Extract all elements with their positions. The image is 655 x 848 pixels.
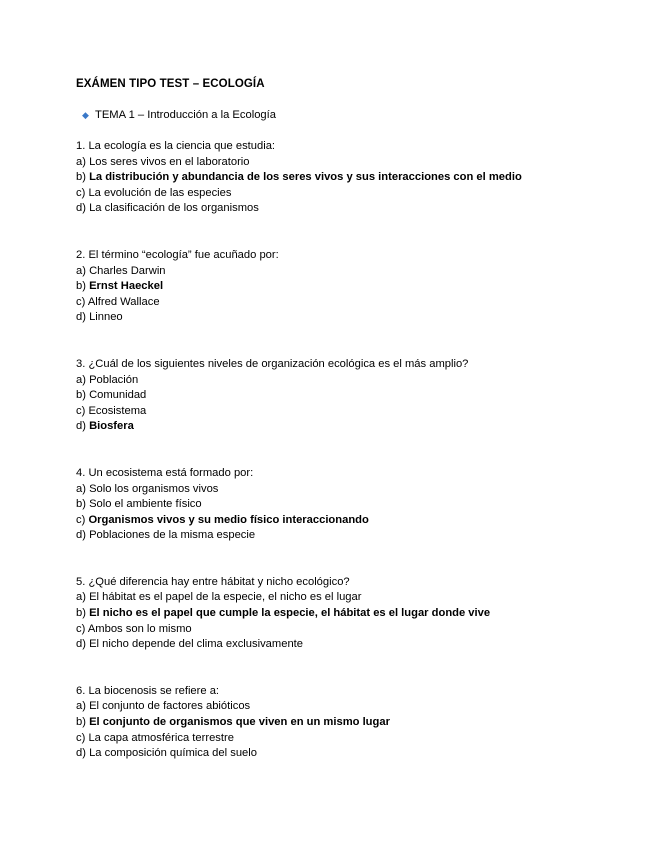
question-block — [76, 684, 636, 762]
option-text: Linneo — [89, 311, 123, 324]
document-title: EXÁMEN TIPO TEST – ECOLOGÍA — [76, 78, 265, 90]
option-text: Los seres vivos en el laboratorio — [89, 155, 250, 168]
option-text: La distribución y abundancia de los seres vivos y sus interacciones con el medio — [89, 171, 522, 184]
answer-option — [76, 404, 636, 420]
answer-option — [76, 731, 636, 747]
option-letter: a) — [76, 591, 86, 604]
option-letter: b) — [76, 389, 86, 402]
diamond-bullet-icon: ◆ — [82, 110, 89, 120]
question-text: 2. El término “ecología” fue acuñado por: — [76, 248, 279, 261]
option-letter: d) — [76, 202, 86, 215]
answer-option — [76, 201, 636, 217]
option-letter: c) — [76, 295, 86, 308]
option-letter: d) — [76, 311, 86, 324]
question-block — [76, 139, 636, 217]
answer-option-correct — [76, 419, 636, 435]
option-text: La composición química del suelo — [89, 747, 257, 760]
answer-option-correct — [76, 715, 636, 731]
answer-option-correct — [76, 606, 636, 622]
option-letter: b) — [76, 607, 86, 620]
option-letter: d) — [76, 529, 86, 542]
question-block — [76, 575, 636, 653]
question-block — [76, 248, 636, 326]
answer-option — [76, 155, 636, 171]
answer-option — [76, 590, 636, 606]
option-letter: b) — [76, 280, 86, 293]
option-letter: b) — [76, 498, 86, 511]
question-list — [76, 139, 636, 762]
answer-option — [76, 622, 636, 638]
answer-option — [76, 528, 636, 544]
question-text: 1. La ecología es la ciencia que estudia: — [76, 140, 276, 152]
answer-option — [76, 482, 636, 498]
option-text: El hábitat es el papel de la especie, el nicho es el lugar — [89, 591, 362, 604]
option-letter: c) — [76, 404, 86, 417]
answer-option — [76, 310, 636, 326]
answer-option — [76, 746, 636, 762]
option-text: La clasificación de los organismos — [89, 202, 259, 215]
option-text: Ambos son lo mismo — [87, 622, 192, 635]
option-text: El conjunto de organismos que viven en un mismo lugar — [89, 716, 390, 729]
answer-option — [76, 637, 636, 653]
answer-option — [76, 497, 636, 513]
document-page — [76, 77, 636, 793]
option-letter: b) — [76, 716, 86, 729]
option-text: La evolución de las especies — [88, 186, 232, 199]
question-block — [76, 357, 636, 435]
option-text: El nicho depende del clima exclusivamente — [89, 638, 303, 651]
option-text: Organismos vivos y su medio físico interaccionando — [88, 513, 369, 526]
option-text: La capa atmosférica terrestre — [88, 731, 234, 744]
answer-option — [76, 373, 636, 389]
option-letter: a) — [76, 155, 86, 168]
option-text: Poblaciones de la misma especie — [89, 529, 256, 542]
option-text: Charles Darwin — [89, 264, 166, 277]
option-text: Biosfera — [89, 420, 134, 433]
answer-option — [76, 264, 636, 280]
option-text: El nicho es el papel que cumple la especie, el hábitat es el lugar donde vive — [89, 607, 491, 620]
question-text: 6. La biocenosis se refiere a: — [76, 684, 220, 697]
option-text: Solo los organismos vivos — [89, 482, 219, 495]
option-text: El conjunto de factores abióticos — [89, 700, 251, 713]
option-text: Población — [89, 373, 139, 386]
answer-option — [76, 699, 636, 715]
option-text: Comunidad — [89, 389, 147, 402]
option-letter: c) — [76, 622, 86, 635]
option-letter: a) — [76, 373, 86, 386]
option-letter: d) — [76, 638, 86, 651]
answer-option — [76, 295, 636, 311]
option-text: Ecosistema — [88, 404, 147, 417]
topic-label: TEMA 1 – Introducción a la Ecología — [95, 109, 276, 121]
option-letter: c) — [76, 513, 86, 526]
option-text: Alfred Wallace — [87, 295, 160, 308]
answer-option — [76, 388, 636, 404]
option-letter: c) — [76, 731, 86, 744]
option-letter: a) — [76, 482, 86, 495]
question-text: 3. ¿Cuál de los siguientes niveles de organización ecológica es el más amplio? — [76, 357, 469, 370]
answer-option-correct — [76, 170, 636, 186]
answer-option-correct — [76, 279, 636, 295]
option-text: Solo el ambiente físico — [89, 498, 202, 511]
answer-option — [76, 186, 636, 202]
question-block — [76, 466, 636, 544]
option-letter: d) — [76, 747, 86, 760]
option-text: Ernst Haeckel — [89, 280, 164, 293]
topic-line — [82, 108, 636, 122]
option-letter: a) — [76, 700, 86, 713]
option-letter: c) — [76, 186, 86, 199]
option-letter: b) — [76, 171, 86, 184]
answer-option-correct — [76, 513, 636, 529]
question-text: 4. Un ecosistema está formado por: — [76, 466, 254, 479]
option-letter: a) — [76, 264, 86, 277]
question-text: 5. ¿Qué diferencia hay entre hábitat y nicho ecológico? — [76, 575, 350, 588]
option-letter: d) — [76, 420, 86, 433]
